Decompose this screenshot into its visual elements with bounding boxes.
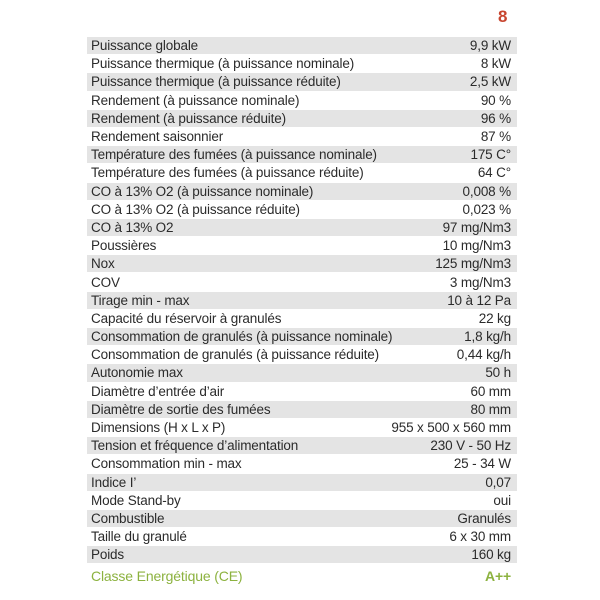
spec-row bbox=[87, 201, 517, 219]
spec-value: 10 à 12 Pa bbox=[447, 292, 511, 308]
spec-value: 90 % bbox=[480, 92, 511, 108]
spec-row bbox=[87, 474, 517, 492]
page-number: 8 bbox=[498, 7, 508, 26]
spec-row bbox=[87, 546, 517, 564]
spec-row bbox=[87, 310, 517, 328]
spec-row bbox=[87, 146, 517, 164]
spec-label: Puissance thermique (à puissance nominale) bbox=[91, 56, 355, 72]
spec-value: 1,8 kg/h bbox=[464, 329, 511, 345]
spec-value: 230 V - 50 Hz bbox=[430, 438, 511, 454]
spec-label: Nox bbox=[91, 256, 115, 272]
spec-row bbox=[87, 37, 517, 55]
spec-value: 2,5 kW bbox=[469, 74, 511, 90]
energy-class-row bbox=[87, 567, 517, 585]
spec-value: 97 mg/Nm3 bbox=[442, 219, 511, 235]
spec-row bbox=[87, 292, 517, 310]
spec-label: Consommation de granulés (à puissance réduite) bbox=[91, 347, 380, 363]
spec-value: 8 kW bbox=[480, 56, 511, 72]
spec-row bbox=[87, 219, 517, 237]
spec-row bbox=[87, 437, 517, 455]
spec-table bbox=[87, 37, 517, 586]
spec-label: CO à 13% O2 (à puissance réduite) bbox=[91, 201, 300, 217]
spec-value: 9,9 kW bbox=[469, 38, 511, 54]
spec-row bbox=[87, 92, 517, 110]
spec-value: 22 kg bbox=[478, 310, 511, 326]
spec-value: 125 mg/Nm3 bbox=[435, 256, 511, 272]
spec-row bbox=[87, 73, 517, 91]
spec-row bbox=[87, 346, 517, 364]
spec-row bbox=[87, 364, 517, 382]
spec-label: COV bbox=[91, 274, 120, 290]
spec-row bbox=[87, 455, 517, 473]
spec-row bbox=[87, 55, 517, 73]
energy-class-value: A++ bbox=[484, 568, 511, 585]
spec-row bbox=[87, 492, 517, 510]
spec-label: Capacité du réservoir à granulés bbox=[91, 310, 282, 326]
spec-value: 0,008 % bbox=[462, 183, 511, 199]
spec-label: Rendement (à puissance nominale) bbox=[91, 92, 300, 108]
spec-row bbox=[87, 528, 517, 546]
spec-label: Diamètre de sortie des fumées bbox=[91, 401, 271, 417]
spec-label: Puissance globale bbox=[91, 38, 199, 54]
spec-label: CO à 13% O2 (à puissance nominale) bbox=[91, 183, 314, 199]
spec-label: Mode Stand-by bbox=[91, 492, 181, 508]
spec-label: Puissance thermique (à puissance réduite) bbox=[91, 74, 341, 90]
spec-value: oui bbox=[493, 492, 511, 508]
spec-label: Température des fumées (à puissance nominale) bbox=[91, 147, 377, 163]
spec-label: Tension et fréquence d’alimentation bbox=[91, 438, 299, 454]
spec-label: Température des fumées (à puissance réduite) bbox=[91, 165, 364, 181]
spec-value: 0,44 kg/h bbox=[456, 347, 511, 363]
spec-row bbox=[87, 164, 517, 182]
spec-value: 80 mm bbox=[470, 401, 511, 417]
spec-row bbox=[87, 273, 517, 291]
spec-label: Rendement saisonnier bbox=[91, 129, 224, 145]
spec-label: Rendement (à puissance réduite) bbox=[91, 110, 286, 126]
spec-row bbox=[87, 328, 517, 346]
spec-value: 10 mg/Nm3 bbox=[442, 238, 511, 254]
spec-row bbox=[87, 128, 517, 146]
spec-value: 64 C° bbox=[477, 165, 511, 181]
spec-row bbox=[87, 110, 517, 128]
spec-label: Consommation min - max bbox=[91, 456, 242, 472]
spec-label: Consommation de granulés (à puissance nominale) bbox=[91, 329, 393, 345]
spec-label: CO à 13% O2 bbox=[91, 219, 174, 235]
spec-label: Autonomie max bbox=[91, 365, 183, 381]
spec-label: Tirage min - max bbox=[91, 292, 190, 308]
spec-value: 6 x 30 mm bbox=[449, 529, 511, 545]
spec-row bbox=[87, 255, 517, 273]
spec-row bbox=[87, 510, 517, 528]
spec-row bbox=[87, 401, 517, 419]
spec-row bbox=[87, 183, 517, 201]
spec-value: 25 - 34 W bbox=[453, 456, 511, 472]
spec-value: 0,07 bbox=[485, 474, 511, 490]
spec-value: 955 x 500 x 560 mm bbox=[391, 420, 511, 436]
spec-value: 0,023 % bbox=[462, 201, 511, 217]
spec-label: Diamètre d’entrée d’air bbox=[91, 383, 225, 399]
spec-value: 50 h bbox=[485, 365, 511, 381]
spec-row bbox=[87, 383, 517, 401]
spec-value: 160 kg bbox=[471, 547, 511, 563]
spec-label: Poussières bbox=[91, 238, 157, 254]
spec-row bbox=[87, 237, 517, 255]
spec-value: Granulés bbox=[457, 510, 511, 526]
spec-row bbox=[87, 419, 517, 437]
spec-label: Dimensions (H x L x P) bbox=[91, 420, 226, 436]
spec-value: 87 % bbox=[480, 129, 511, 145]
spec-label: Taille du granulé bbox=[91, 529, 187, 545]
spec-value: 96 % bbox=[480, 110, 511, 126]
spec-value: 175 C° bbox=[470, 147, 511, 163]
spec-label: Combustible bbox=[91, 510, 165, 526]
spec-label: Poids bbox=[91, 547, 125, 563]
energy-class-label: Classe Energétique (CE) bbox=[91, 568, 243, 585]
spec-value: 3 mg/Nm3 bbox=[449, 274, 511, 290]
spec-label: Indice I’ bbox=[91, 474, 137, 490]
spec-value: 60 mm bbox=[470, 383, 511, 399]
